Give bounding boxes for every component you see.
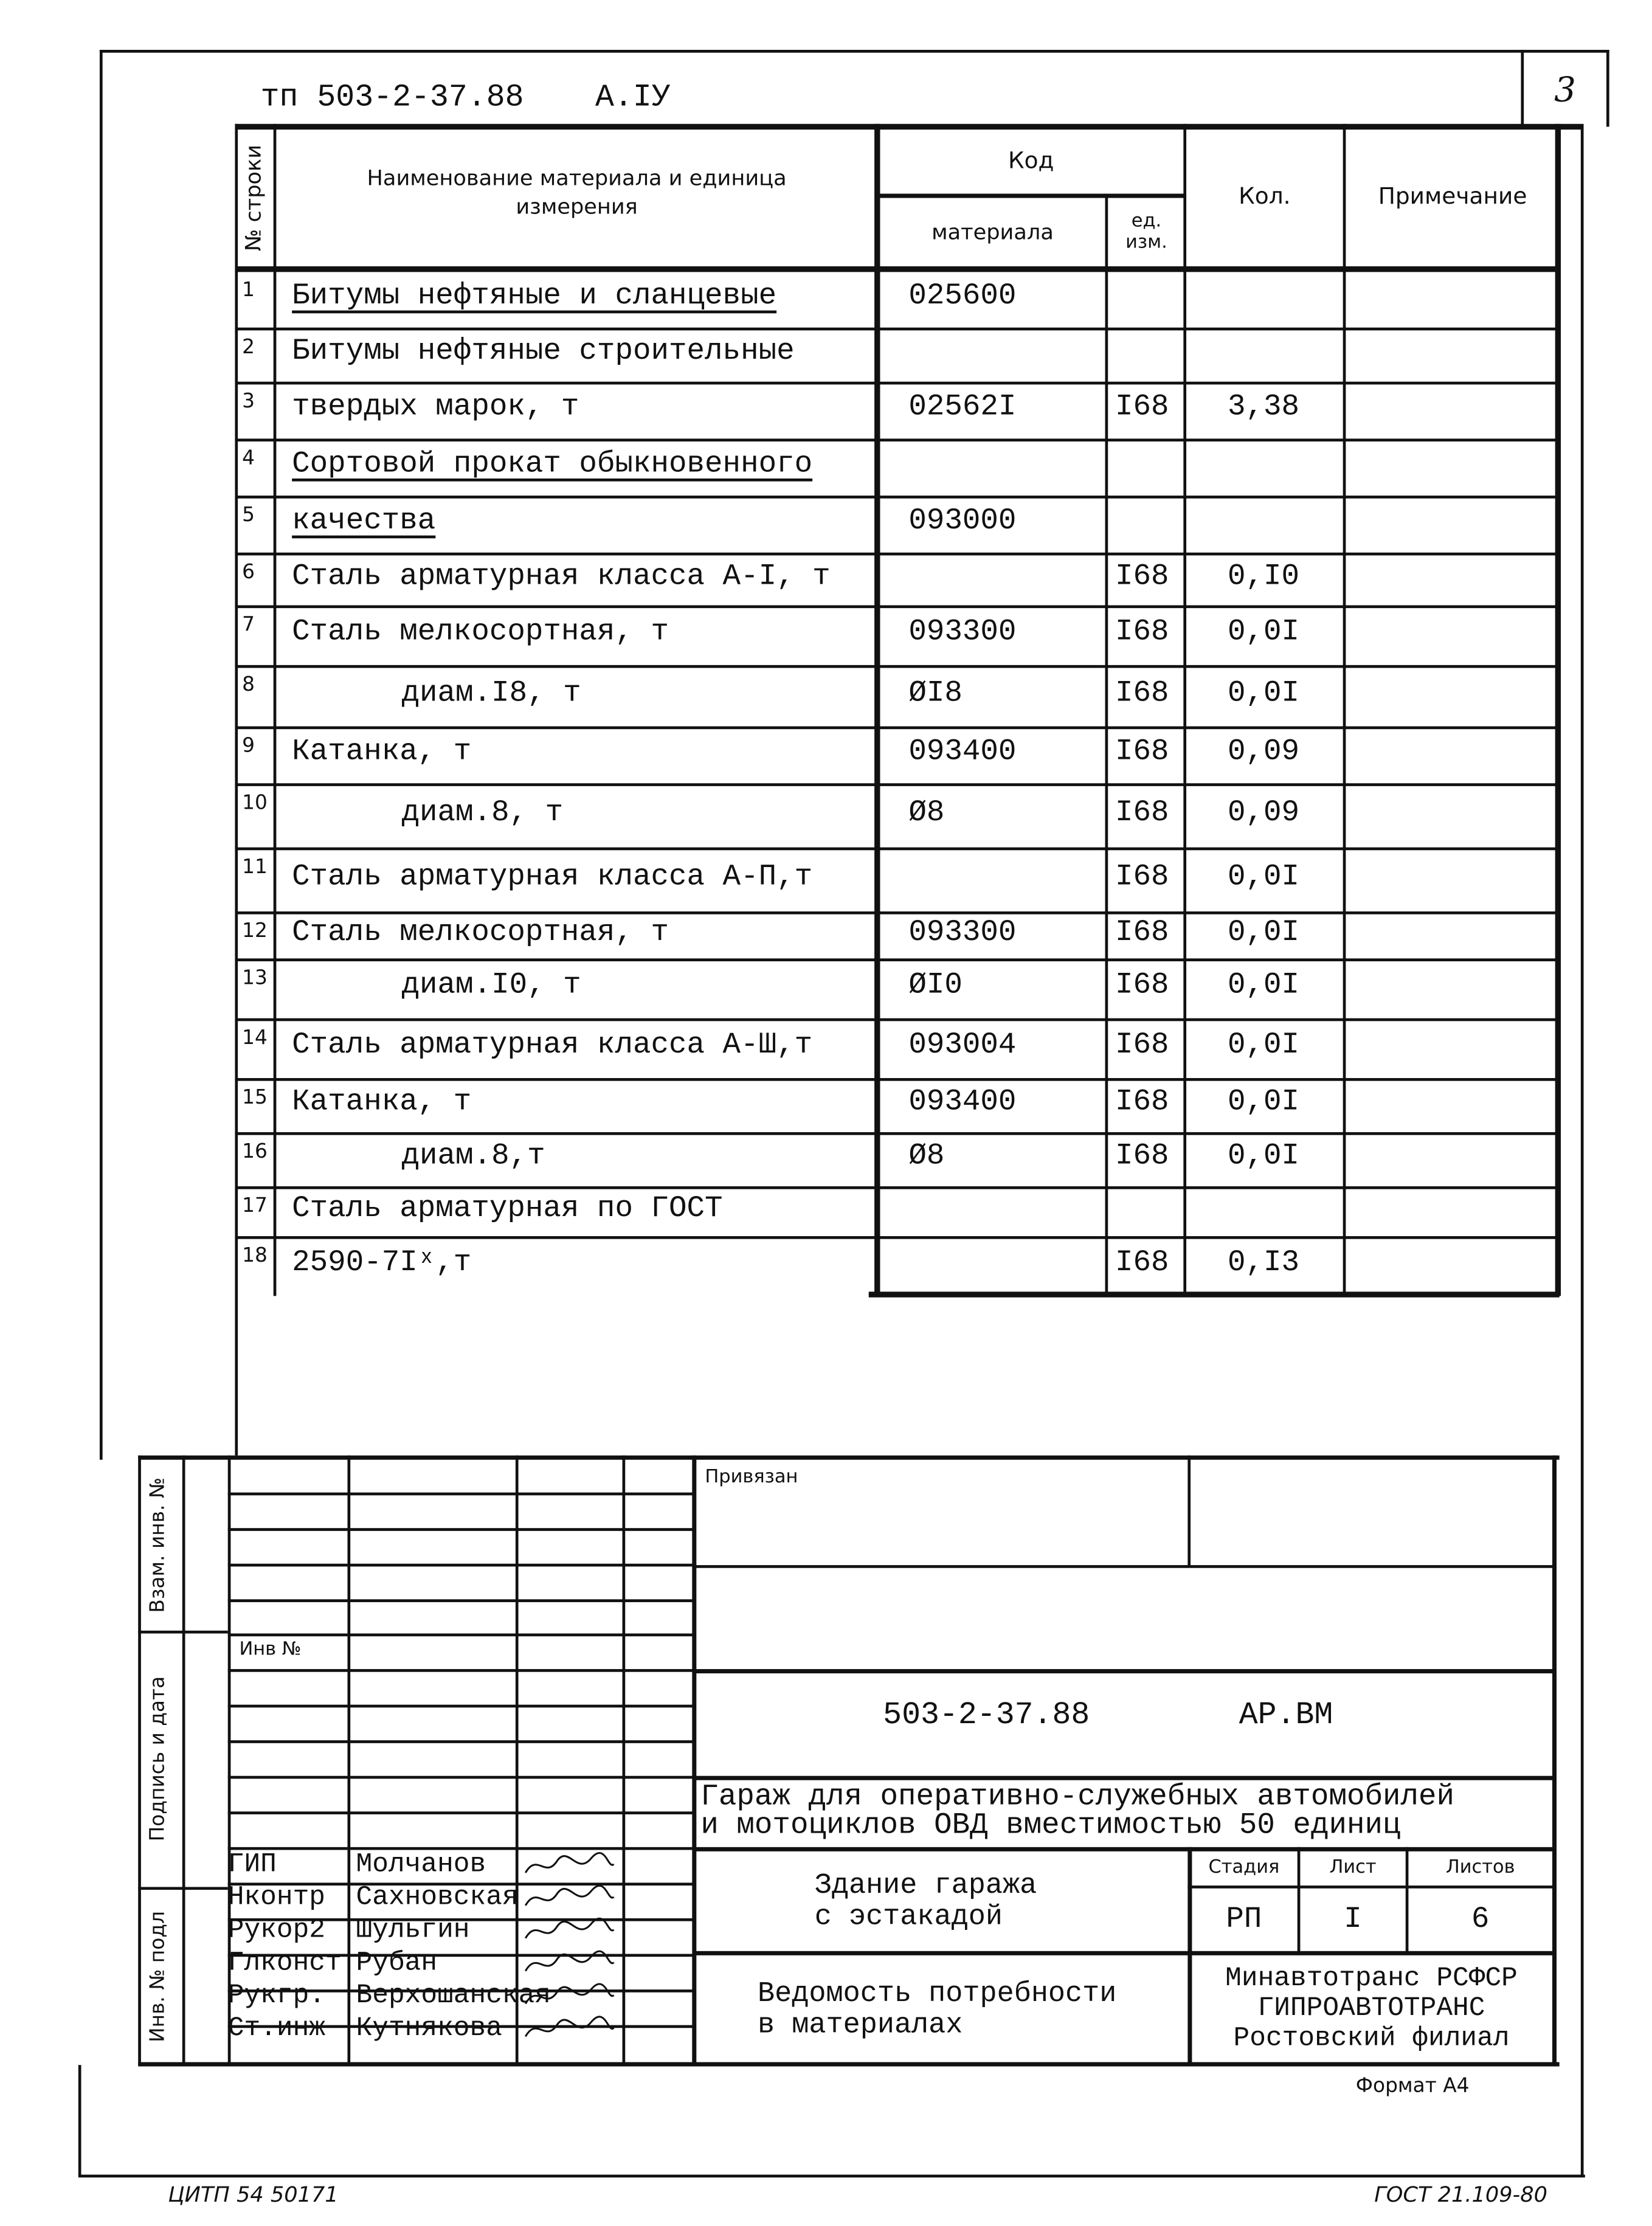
row-qty: 0,0I bbox=[1227, 1141, 1300, 1173]
row-name: Сталь арматурная класса А-I, т bbox=[292, 560, 831, 593]
row-code: 093300 bbox=[908, 617, 1017, 650]
row-number: 6 bbox=[242, 561, 255, 584]
grid-line bbox=[228, 1776, 695, 1779]
row-number: 4 bbox=[242, 447, 255, 470]
grid-line bbox=[228, 1811, 695, 1814]
row-code: ØI8 bbox=[908, 677, 963, 710]
row-qty: 0,0I bbox=[1227, 677, 1300, 710]
grid-line bbox=[228, 1493, 695, 1496]
row-number: 15 bbox=[242, 1087, 268, 1110]
row-name: диам.8, т bbox=[401, 797, 564, 830]
sheet-value: I bbox=[1344, 1903, 1362, 1937]
grid-line bbox=[228, 1669, 695, 1672]
signer-role: ГИП bbox=[227, 1848, 277, 1880]
row-unit: I68 bbox=[1115, 1141, 1169, 1173]
page-number: 3 bbox=[1554, 69, 1576, 110]
format-label: Формат А4 bbox=[1355, 2075, 1470, 2098]
row-code: 093004 bbox=[908, 1029, 1017, 1063]
signer-role: Рукор2 bbox=[227, 1913, 326, 1946]
row-code: 093300 bbox=[908, 916, 1017, 950]
grid-line bbox=[228, 1599, 695, 1602]
sheet-label: Лист bbox=[1329, 1857, 1377, 1879]
row-unit: I68 bbox=[1115, 797, 1169, 830]
row-name: Битумы нефтяные и сланцевые bbox=[292, 280, 777, 314]
signature-icon bbox=[520, 2014, 620, 2045]
stage-label: Стадия bbox=[1208, 1857, 1280, 1879]
frame-line bbox=[78, 2175, 1585, 2178]
frame-line bbox=[78, 2065, 81, 2176]
row-unit: I68 bbox=[1115, 860, 1169, 894]
org-line1: Минавтотранс РСФСР bbox=[1225, 1962, 1518, 1994]
row-number: 2 bbox=[242, 336, 255, 359]
row-name: 2590-7Iˣ,т bbox=[292, 1247, 472, 1281]
sheet-title-line2: в материалах bbox=[758, 2009, 963, 2042]
row-number: 10 bbox=[242, 792, 268, 815]
row-name: Катанка, т bbox=[292, 1087, 472, 1119]
frame-line bbox=[1581, 125, 1584, 2176]
row-number: 13 bbox=[242, 967, 268, 990]
row-code: 093000 bbox=[908, 505, 1017, 539]
grid-line bbox=[228, 1705, 695, 1708]
row-name: Сталь арматурная класса А-П,т bbox=[292, 860, 813, 894]
row-name: Сортовой прокат обыкновенного bbox=[292, 448, 813, 482]
header-code: тп 503-2-37.88 bbox=[260, 80, 524, 116]
signer-role: Рукгр. bbox=[227, 1979, 326, 2011]
doc-code: 503-2-37.88 bbox=[883, 1697, 1090, 1733]
row-unit: I68 bbox=[1115, 1087, 1169, 1119]
sheets-label: Листов bbox=[1445, 1857, 1515, 1879]
row-unit: I68 bbox=[1115, 677, 1169, 710]
frame-line bbox=[100, 50, 1524, 53]
col-header-row-no: № строки bbox=[240, 144, 266, 252]
row-qty: 0,0I bbox=[1227, 970, 1300, 1003]
signer-name: Рубан bbox=[356, 1946, 438, 1979]
row-code: Ø8 bbox=[908, 797, 945, 830]
row-code: 093400 bbox=[908, 1087, 1017, 1119]
row-name: Сталь арматурная по ГОСТ bbox=[292, 1192, 723, 1226]
row-name: Битумы нефтяные строительные bbox=[292, 336, 795, 369]
row-code: 093400 bbox=[908, 736, 1017, 769]
project-line2: и мотоциклов ОВД вместимостью 50 единиц bbox=[700, 1809, 1401, 1843]
row-number: 17 bbox=[242, 1195, 268, 1218]
building-line2: с эстакадой bbox=[814, 1901, 1003, 1934]
row-unit: I68 bbox=[1115, 560, 1169, 593]
stage-value: РП bbox=[1226, 1903, 1262, 1937]
inv-label: Инв № bbox=[239, 1639, 302, 1661]
row-name: Катанка, т bbox=[292, 736, 472, 769]
row-name: Сталь мелкосортная, т bbox=[292, 916, 669, 950]
col-header-name: Наименование материала и единица измерения bbox=[367, 165, 787, 219]
header-album: А.IУ bbox=[595, 80, 671, 116]
signer-name: Сахновская bbox=[356, 1881, 519, 1913]
row-number: 8 bbox=[242, 673, 255, 697]
row-unit: I68 bbox=[1115, 392, 1169, 424]
signer-role: Глконст bbox=[227, 1946, 342, 1979]
row-unit: I68 bbox=[1115, 736, 1169, 769]
building-line1: Здание гаража bbox=[814, 1870, 1037, 1903]
col-header-code: Код bbox=[1008, 147, 1054, 174]
row-name: качества bbox=[292, 505, 436, 539]
signature-icon bbox=[520, 1948, 620, 1980]
signer-name: Верхошанская bbox=[356, 1979, 551, 2011]
bound-label: Привязан bbox=[705, 1467, 798, 1488]
signature-icon bbox=[520, 1850, 620, 1882]
signature-icon bbox=[520, 1882, 620, 1914]
signer-role: Нконтр bbox=[227, 1881, 326, 1913]
col-header-note: Примечание bbox=[1378, 182, 1527, 210]
footer-left: ЦИТП 54 50171 bbox=[168, 2182, 339, 2208]
org-line3: Ростовский филиал bbox=[1233, 2022, 1510, 2054]
row-number: 7 bbox=[242, 614, 255, 637]
label-sign-date: Подпись и дата bbox=[147, 1676, 170, 1842]
row-number: 12 bbox=[242, 920, 268, 943]
row-name: Сталь мелкосортная, т bbox=[292, 617, 669, 650]
label-inv-orig: Инв. № подл bbox=[147, 1911, 170, 2042]
row-number: 5 bbox=[242, 504, 255, 527]
row-name: диам.I8, т bbox=[401, 677, 581, 710]
row-qty: 0,I0 bbox=[1227, 560, 1300, 593]
grid-line bbox=[228, 1528, 695, 1531]
project-line1: Гараж для оперативно-служебных автомобилей bbox=[700, 1782, 1455, 1814]
row-code: ØI0 bbox=[908, 970, 963, 1003]
row-qty: 0,0I bbox=[1227, 1087, 1300, 1119]
signer-role: Ст.инж bbox=[227, 2012, 326, 2044]
row-number: 11 bbox=[242, 855, 268, 879]
row-qty: 0,0I bbox=[1227, 1029, 1300, 1063]
col-header-code-material: материала bbox=[931, 218, 1054, 244]
row-code: 025600 bbox=[908, 280, 1017, 314]
row-code: 02562I bbox=[908, 392, 1017, 424]
row-name: Сталь арматурная класса А-Ш,т bbox=[292, 1029, 813, 1063]
sheet-title-line1: Ведомость потребности bbox=[758, 1978, 1117, 2011]
row-number: 1 bbox=[242, 279, 255, 302]
col-header-code-unit: ед. изм. bbox=[1125, 210, 1167, 253]
row-qty: 0,09 bbox=[1227, 797, 1300, 830]
row-qty: 0,09 bbox=[1227, 736, 1300, 769]
grid-line bbox=[228, 1740, 695, 1743]
row-number: 16 bbox=[242, 1141, 268, 1164]
signer-name: Кутнякова bbox=[356, 2012, 502, 2044]
row-unit: I68 bbox=[1115, 1247, 1169, 1281]
row-name: твердых марок, т bbox=[292, 392, 579, 424]
sheets-value: 6 bbox=[1471, 1903, 1490, 1937]
signer-name: Шульгин bbox=[356, 1913, 470, 1946]
row-unit: I68 bbox=[1115, 617, 1169, 650]
grid-line bbox=[228, 1564, 695, 1567]
row-number: 14 bbox=[242, 1026, 268, 1050]
doc-mark: АР.ВМ bbox=[1239, 1697, 1333, 1733]
row-name: диам.I0, т bbox=[401, 970, 581, 1003]
row-name: диам.8,т bbox=[401, 1141, 545, 1173]
grid-line bbox=[228, 1634, 695, 1637]
row-qty: 3,38 bbox=[1227, 392, 1300, 424]
row-qty: 0,I3 bbox=[1227, 1247, 1300, 1281]
row-unit: I68 bbox=[1115, 1029, 1169, 1063]
row-qty: 0,0I bbox=[1227, 617, 1300, 650]
signature-icon bbox=[520, 1915, 620, 1947]
signer-name: Молчанов bbox=[356, 1848, 486, 1880]
page-number-box bbox=[1521, 50, 1609, 126]
col-header-qty: Кол. bbox=[1239, 182, 1291, 210]
row-unit: I68 bbox=[1115, 970, 1169, 1003]
org-line2: ГИПРОАВТОТРАНС bbox=[1257, 1992, 1485, 2024]
row-qty: 0,0I bbox=[1227, 916, 1300, 950]
row-unit: I68 bbox=[1115, 916, 1169, 950]
frame-line bbox=[100, 50, 103, 1460]
row-number: 9 bbox=[242, 735, 255, 758]
footer-right: ГОСТ 21.109-80 bbox=[1374, 2182, 1547, 2208]
row-number: 3 bbox=[242, 390, 255, 413]
label-replace-inv: Взам. инв. № bbox=[147, 1477, 170, 1613]
signature-icon bbox=[520, 1981, 620, 2013]
row-number: 18 bbox=[242, 1245, 268, 1268]
row-qty: 0,0I bbox=[1227, 860, 1300, 894]
row-code: Ø8 bbox=[908, 1141, 945, 1173]
